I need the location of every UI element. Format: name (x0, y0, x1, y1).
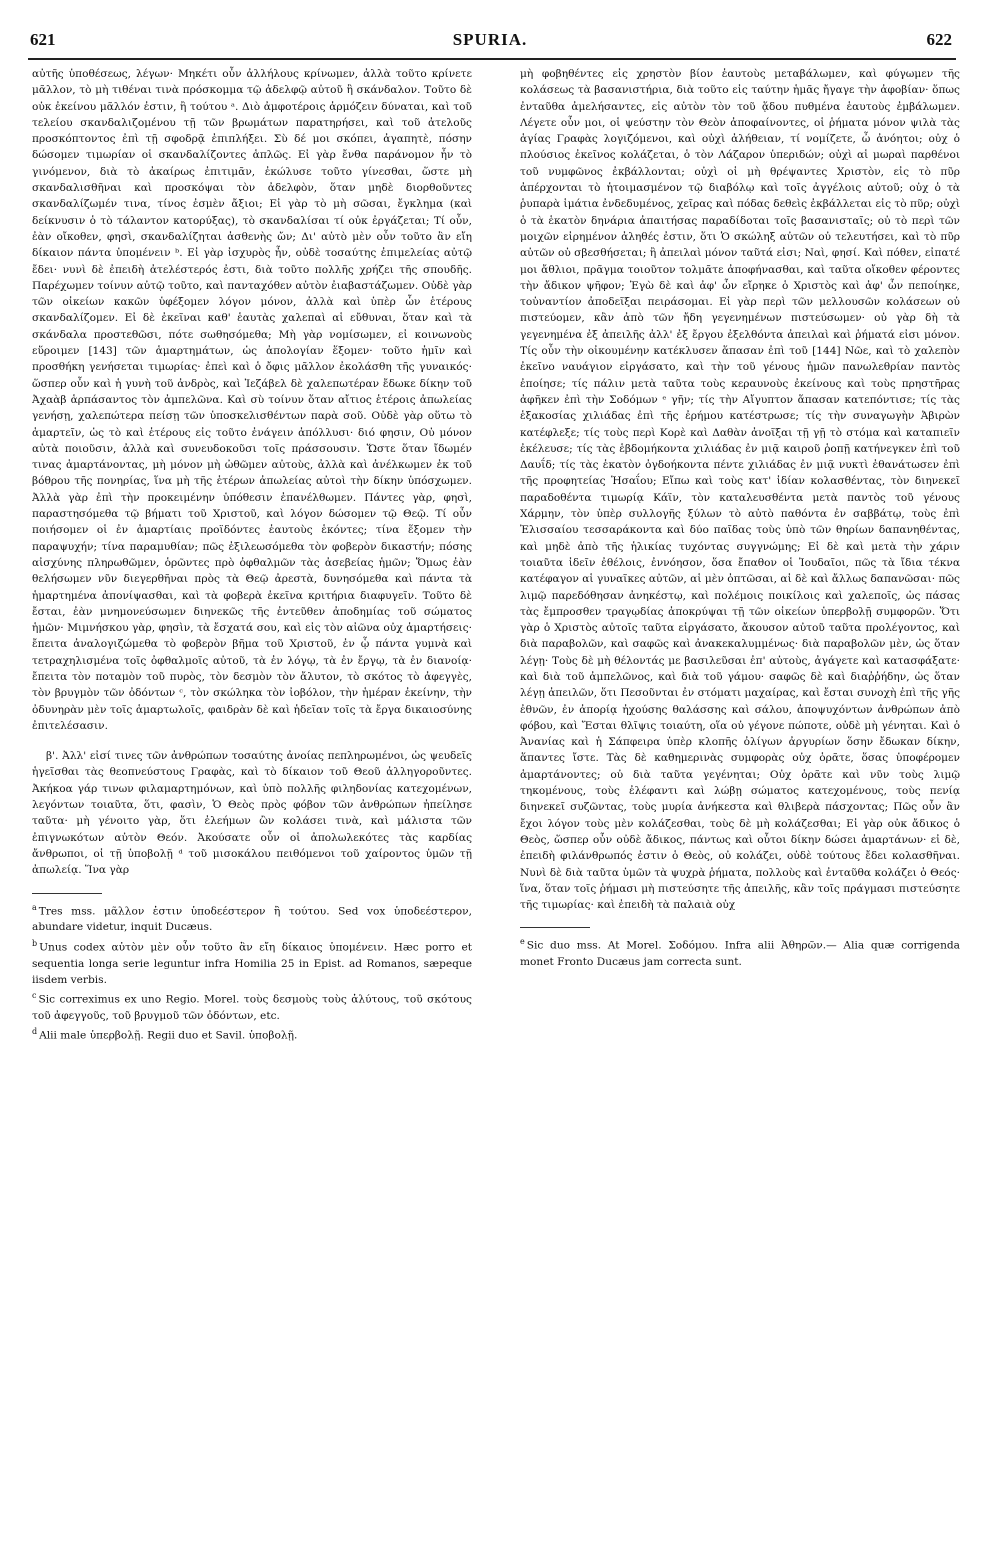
page-number-left: 621 (30, 30, 56, 49)
text-columns (32, 66, 960, 1044)
footnote-mark: e (520, 937, 525, 947)
footnote-e (520, 934, 960, 970)
footnote-mark: a (32, 902, 37, 912)
footnote-text: Alii male ὑπερβολῇ. Regii duo et Savil. ὑποβολῇ. (39, 1029, 298, 1042)
footnote-separator (32, 893, 102, 894)
footnote-text: Unus codex αὐτὸν μὲν οὖν τοῦτο ἂν εἴη δίκαιος ὑπομένειν. Hæc porro et sequentia longa serie leguntur infra Homilia 25 in Epist. ad Romanos, sæpeque iisdem verbis. (32, 941, 472, 986)
footnote-text: Sic correximus ex uno Regio. Morel. τοὺς δεσμοὺς τοὺς ἀλύτους, τοῦ σκότους τοῦ ἀφεγγοῦς, τοῦ βρυγμοῦ τῶν ὀδόντων, etc. (32, 993, 472, 1022)
footnote-mark: c (32, 991, 37, 1001)
right-column (520, 66, 960, 1044)
header-rule (28, 58, 956, 60)
right-paragraph-1: μὴ φοβηθέντες εἰς χρηστὸν βίον ἑαυτοὺς μεταβάλωμεν, καὶ φύγωμεν τῆς κολάσεως τὰ βασανιστήρια, διὰ τοῦτο εἰς ταύτην ἡμᾶς ἤγαγε τὴν ἀφοβίαν· ὅπως ἐνταῦθα ἀμελήσαντες, εἰς αὐτὸν τὸν τοῦ ᾅδου πυθμένα ἑαυτοὺς ἐμβάλωμεν. Λέγετε οὖν μοι, οἱ ψεύστην τὸν Θεὸν ἀποφαίνοντες, οἱ ῥήματα μόνον ψιλὰ τὰς ἁγίας Γραφὰς λογιζόμενοι, καὶ οὐχὶ ἀλήθειαν, τί νομίζετε, ὦ ἀνόητοι; οὐχ ὁ πλούσιος ἐκεῖνος κολάζεται, ὁ τὸν Λάζαρον ὑπεριδών; οὐχὶ αἱ μωραὶ παρθένοι τοῦ νυμφῶνος ἐκβάλλονται; οὐχὶ οἱ μὴ θρέψαντες Χριστὸν, εἰς τὸ πῦρ ἀπέρχονται τὸ ἡτοιμασμένον τῷ διαβόλῳ καὶ τοῖς ἀγγέλοις αὐτοῦ; οὐχ ὁ τὰ ῥυπαρὰ ἱμάτια ἐνδεδυμένος, χεῖρας καὶ πόδας δεθεὶς ἐκβάλλεται εἰς τὸ πῦρ; οὐχὶ ὁ τὰ ἑκατὸν δηνάρια ἀπαιτήσας παραδίδοται τοῖς βασανισταῖς; οὐ τὸ περὶ τῶν μοιχῶν εἰρημένον ἀληθές ἐστιν, ὅτι Ὁ σκώληξ αὐτῶν οὐ τελευτήσει, καὶ τὸ πῦρ αὐτῶν οὐ σβεσθήσεται; ἢ ἀπειλαὶ μόνον ταῦτά εἰσι; Ναὶ, φησί. Καὶ πόθεν, εἰπατέ μοι ἄθλιοι, πρᾶγμα τοιοῦτον τολμᾶτε ἀποφήνασθαι, καὶ ταῦτα οἴκοθεν φέροντες τὴν ἄδικον ψῆφον; Ἐγὼ δὲ καὶ ἀφ' ὧν εἴρηκε ὁ Χριστὸς καὶ ἀφ' ὧν πεποίηκε, τοὐναντίον ἀποδεῖξαι πειράσομαι. Εἰ γὰρ περὶ τῶν μελλουσῶν κολάσεων οὐ πιστεύομεν, κἂν ἀπὸ τῶν ἤδη γεγενημένων πιστεύσωμεν· οὐ γὰρ δὴ τὰ γεγενημένα ἐξ ἀπειλῆς ἀλλ' ἐξ ἔργου ἐξελθόντα ἀπειλαὶ καὶ ῥήματά εἰσι μόνον. Τίς οὖν τὴν οἰκουμένην κατέκλυσεν ἅπασαν ἐπὶ τοῦ [144] Νῶε, καὶ τὸ χαλεπὸν ἐκεῖνο ναυάγιον εἰργάσατο, καὶ τὴν τοῦ γένους ἡμῶν πανωλεθρίαν παντὸς ἐποίησε; τίς πάλιν μετὰ ταῦτα τοὺς κεραυνοὺς ἐκείνους καὶ τοὺς πρηστῆρας ἀφῆκεν ἐπὶ τὴν Σοδόμων ᵉ γῆν; τίς τὴν Αἴγυπτον ἅπασαν κατεπόντισε; τίς τὰς ἑξακοσίας χιλιάδας ἐπὶ τῆς ἐρήμου κατέστρωσε; τίς τὴν συναγωγὴν Ἀβιρὼν κατέφλεξε; τίς τοὺς περὶ Κορὲ καὶ Δαθὰν ἀνοῖξαι τῇ γῇ τὸ στόμα καὶ καταπιεῖν ἐκέλευσε; τίς τὰς ἑβδομήκοντα χιλιάδας ἐν μιᾷ καιροῦ ῥοπῇ κατήνεγκεν ἐπὶ τοῦ Δαυΐδ; τίς τὰς ἑκατὸν ὀγδοήκοντα πέντε χιλιάδας ἐν μιᾷ νυκτὶ ἐθανάτωσεν ἐπὶ τῆς προφητείας Ἡσαΐου; Εἴπω καὶ τοὺς κατ' ἰδίαν κολασθέντας, τὸν διηνεκεῖ παραδοθέντα τιμωρίᾳ Κάϊν, τὸν καταλευσθέντα μετὰ παντὸς τοῦ γένους Χάρμην, τὸν ὑπὲρ συλλογῆς ξύλων τὸ αὐτὸ παθόντα ἐν σαββάτῳ, τοὺς ἐπὶ Ἐλισσαίου τεσσαράκοντα καὶ δύο παῖδας τοὺς ὑπὸ τῶν θηρίων δαπανηθέντας, καὶ μηδὲ ἀπὸ τῆς ἡλικίας τυχόντας συγγνώμης; Εἰ δὲ καὶ μετὰ τὴν χάριν τοιαῦτα ἰδεῖν ἐθέλοις, ἐννόησον, ὅσα ἔπαθον οἱ Ἰουδαῖοι, πῶς τὰ ἴδια τέκνα κατέφαγον αἱ γυναῖκες αὐτῶν, αἱ μὲν ὀπτῶσαι, αἱ δὲ καὶ ἄλλως δαπανῶσαι· πῶς λιμῷ παρεδόθησαν ἀνηκέστῳ, καὶ πολέμοις ποικίλοις καὶ χαλεποῖς, ὡς πάσας τὰς ἔμπροσθεν τραγῳδίας ἀποκρύψαι τῇ τῶν οἰκείων ὑπερβολῇ συμφορῶν. Ὅτι γὰρ ὁ Χριστὸς αὐτοῖς ταῦτα εἰργάσατο, ἄκουσον αὐτοῦ ταῦτα προλέγοντος, καὶ διὰ παραβολῶν, καὶ σαφῶς καὶ ἀνακεκαλυμμένως· διὰ παραβολῶν μὲν, ὡς ὅταν λέγῃ· Τοὺς δὲ μὴ θέλοντάς με βασιλεῦσαι ἐπ' αὐτοὺς, ἀγάγετε καὶ κατασφάξατε· καὶ διὰ τοῦ ἀμπελῶνος, καὶ διὰ τοῦ γάμου· σαφῶς δὲ καὶ διαῤῥήδην, ὡς ὅταν λέγῃ ἀπειλῶν, ὅτι Πεσοῦνται ἐν στόματι μαχαίρας, καὶ ἔσται συνοχὴ ἐπὶ τῆς γῆς ἐθνῶν, ἐν ἀπορίᾳ ἠχούσης θαλάσσης καὶ σάλου, ἀποψυχόντων ἀνθρώπων ἀπὸ φόβου, καὶ Ἔσται θλῖψις τοιαύτη, οἵα οὐ γέγονε πώποτε, οὐδὲ μὴ γένηται. Καὶ ὁ Ἀνανίας καὶ ἡ Σάπφειρα ὑπὲρ κλοπῆς ὀλίγων ἀργυρίων ὅσην ἔδωκαν δίκην, ἅπαντες ἴστε. Τὰς δὲ καθημερινὰς συμφορὰς οὐχ ὁρᾶτε, ὅσας ὑποφέρομεν ἁμαρτάνοντες; οὐ διὰ ταῦτα γεγένηται; Οὐχ ὁρᾶτε καὶ νῦν τοὺς λιμῷ τηκομένους, τοὺς ἐλέφαντι καὶ λώβῃ σώματος κατεχομένους, τοὺς πενίᾳ διηνεκεῖ συζῶντας, τοὺς μυρία ἀνήκεστα καὶ θλιβερὰ πάσχοντας; Πῶς οὖν ἂν ἔχοι λόγον τοὺς μὲν κολάζεσθαι, τοὺς δὲ μὴ κολάζεσθαι; Εἰ γὰρ οὐκ ἄδικος ὁ Θεὸς, ὥσπερ οὖν οὐδὲ ἄδικος, πάντως καὶ οὗτοι δίκην δώσει ἁμαρτάνων· εἰ δὲ, ἐπειδὴ φιλάνθρωπός ἐστιν ὁ Θεὸς, οὐ κολάζει, οὐδὲ τούτους ἔδει κολασθῆναι. Νυνὶ δὲ διὰ ταῦτα ὑμῶν τὰ ψυχρὰ ῥήματα, πολλοὺς καὶ ἐνταῦθα κολάζει ὁ Θεός· ἵνα, ὅταν τοῖς ῥήμασι μὴ πιστεύσητε τῆς ἀπειλῆς, κἂν τοῖς πράγμασι πιστεύσητε τῆς τιμωρίας· καὶ ἐπειδὴ τὰ παλαιὰ οὐχ (520, 68, 960, 912)
left-column (32, 66, 472, 1044)
footnote-mark: d (32, 1027, 38, 1037)
left-paragraph-1: αὐτῆς ὑποθέσεως, λέγων· Μηκέτι οὖν ἀλλήλους κρίνωμεν, ἀλλὰ τοῦτο κρίνετε μᾶλλον, τὸ μὴ τιθέναι τινὰ πρόσκομμα τῷ ἀδελφῷ αὐτοῦ ἢ σκάνδαλον. Τοῦτο δὲ οὐκ ἐκείνου μᾶλλόν ἐστιν, ἢ τούτου ᵃ. Διὸ ἀμφοτέροις ἁρμόζειν δύναται, καὶ τοῦ τελείου σκανδαλιζομένου τῇ τῶν βρωμάτων παρατηρήσει, καὶ τοῦ ἀτελοῦς προσκόπτοντος ἐπὶ τῇ σφοδρᾷ ἐπιπλήξει. Σὺ δέ μοι σκόπει, ἀγαπητὲ, πόσην δώσομεν τιμωρίαν οἱ σκανδαλίζοντες ἁπλῶς. Εἰ γὰρ ἔνθα παράνομον ἦν τὸ γινόμενον, διὰ τὸ ἀκαίρως ἐπιτιμᾶν, ἐκώλυσε τοῦτο γίνεσθαι, ὥστε μὴ σκανδαλισθῆναι καὶ προσκόψαι τὸν ἀδελφὸν, ὅταν μηδὲ διορθοῦντες σκανδαλίζωμέν τινα, τίνος ἐσμὲν ἄξιοι; Εἰ γὰρ τὸ μὴ σῶσαι, ἔγκλημα (καὶ δείκνυσιν ὁ τὸ τάλαντον κατορύξας), τὸ σκανδαλίσαι τί οὐκ ἐργάζεται; Τί οὖν, ἐὰν οἴκοθεν, φησὶ, σκανδαλίζηται ἀσθενὴς ὤν; Δι' αὐτὸ μὲν οὖν τοῦτο ἂν εἴη δίκαιον πάντα ὑπομένειν ᵇ. Εἰ γὰρ ἰσχυρὸς ἦν, οὐδὲ τοσαύτης ἐπιμελείας αὐτῷ ἔδει· νυνὶ δὲ ἐπειδὴ ἀτελέστερός ἐστι, διὰ τοῦτο πολλῆς χρήζει τῆς σπουδῆς. Παρέχωμεν τοίνυν αὐτῷ τοῦτο, καὶ πανταχόθεν αὐτὸν ἐιαβαστάζωμεν. Οὐδὲ γὰρ τῶν οἰκείων κακῶν ὑφέξομεν λόγον μόνον, ἀλλὰ καὶ ὑπὲρ ὧν ἑτέρους σκανδαλίζομεν. Εἰ δὲ ἐκεῖναι καθ' ἑαυτὰς χαλεπαὶ αἱ εὔθυναι, ὅταν καὶ τὰ σκάνδαλα προστεθῶσι, πότε σωθησόμεθα; Μὴ γὰρ νομίσωμεν, εἰ κοινωνοὺς εὕροιμεν [143] τῶν ἁμαρτημάτων, ὡς ἀπολογίαν ἕξομεν· τοῦτο ἡμῖν καὶ προσθήκη γενήσεται τιμωρίας· ἐπεὶ καὶ ὁ ὄφις μᾶλλον ἐκολάσθη τῆς γυναικός· ὥσπερ οὖν καὶ ἡ γυνὴ τοῦ ἀνδρὸς, καὶ Ἰεζάβελ δὲ χαλεπωτέραν ἔδωκε δίκην τοῦ Ἀχαὰβ ἁρπάσαντος τὸν ἀμπελῶνα. Καὶ σὺ τοίνυν ὅταν αἴτιος ἑτέροις ἀπωλείας γενήσῃ, χαλεπώτερα πείσῃ τῶν ὑποσκελισθέντων παρὰ σοῦ. Οὐδὲ γὰρ οὕτω τὸ ἁμαρτεῖν, ὡς τὸ καὶ ἑτέρους εἰς τοῦτο ἐνάγειν ἀπόλλυσι· διό φησιν, Οὐ μόνον αὐτὰ ποιοῦσιν, ἀλλὰ καὶ συνευδοκοῦσι τοῖς πράσσουσιν. Ὥστε ὅταν ἴδωμέν τινας ἁμαρτάνοντας, μὴ μόνον μὴ ὠθῶμεν αὐτοὺς, ἀλλὰ καὶ ἀνέλκωμεν ἐκ τοῦ βόθρου τῆς πονηρίας, ἵνα μὴ τῆς ἑτέρων ἀπωλείας αὐτοὶ τὴν δίκην ὑπόσχωμεν. Ἀλλὰ γὰρ ἐπὶ τὴν προκειμένην ὑπόθεσιν ἐπανέλθωμεν. Πάντες γὰρ, φησὶ, παραστησόμεθα τῷ βήματι τοῦ Χριστοῦ, καὶ λόγον δώσομεν τῷ Θεῷ. Τί οὖν ποιήσομεν οἱ ἐν ἁμαρτίαις προϊδόντες ἑαυτοὺς ἑκόντες; τίνα ἕξομεν τὴν παραψυχήν; τίνα παραμυθίαν; πῶς ἐξιλεωσόμεθα τὸν φοβερὸν δικαστήν; πόσης αἰσχύνης πληρωθῶμεν, ὁρῶντες πρὸ ὀφθαλμῶν τὰς ἀσεβείας ἡμῶν; Ὅμως ἐὰν θελήσωμεν νῦν διεγερθῆναι πρὸς τὰ Θεῷ ἀρεστὰ, δυνησόμεθα καὶ πάντα τὰ ἡμαρτημένα ἀπονίψασθαι, καὶ τὰ φοβερὰ ἐκεῖνα κριτήρια διαφυγεῖν. Τοῦτο δὲ ἔσται, ἐὰν μνημονεύσωμεν διηνεκῶς τῆς ἐντεῦθεν ἀποδημίας τοῦ σώματος ἡμῶν· Μιμνήσκου γὰρ, φησὶν, τὰ ἔσχατά σου, καὶ εἰς τὸν αἰῶνα οὐχ ἁμαρτήσεις· ἔπειτα ἀναλογιζώμεθα τὸ φοβερὸν βῆμα τοῦ Χριστοῦ, ἐν ᾧ πάντα γυμνὰ καὶ τετραχηλισμένα τοῖς ὀφθαλμοῖς αὐτοῦ, τὰ ἐν λόγῳ, τὰ ἐν ἔργῳ, τὰ ἐν διανοίᾳ· ἔπειτα τὸν ποταμὸν τοῦ πυρὸς, τὸν δεσμὸν τὸν ἄλυτον, τὸ σκότος τὸ ἀφεγγὲς, τὸν βρυγμὸν τῶν ὀδόντων ᶜ, τὸν σκώληκα τὸν ἰοβόλον, τὴν ἡμέραν ἐκείνην, τὴν ὀδυνηρὰν μὲν τοῖς ἁμαρτωλοῖς, φαιδρὰν δὲ καὶ ἡδεῖαν τοῖς τὰ ἔργα δικαιοσύνης ἐπιτελέσασιν. (32, 68, 472, 732)
footnote-separator (520, 927, 590, 928)
footnote-c (32, 988, 472, 1024)
footnote-text: Tres mss. μᾶλλον ἐστιν ὑποδεέστερον ἢ τούτου. Sed vox ὑποδεέστερον, abundare videtur, inquit Ducæus. (32, 905, 472, 934)
footnote-b (32, 936, 472, 988)
page-number-right: 622 (926, 30, 952, 49)
running-title: SPURIA. (452, 30, 528, 49)
left-paragraph-2: β'. Ἀλλ' εἰσί τινες τῶν ἀνθρώπων τοσαύτης ἀνοίας πεπληρωμένοι, ὡς ψευδεῖς ἡγεῖσθαι τὰς θεοπνεύστους Γραφὰς, καὶ τὸ δίκαιον τοῦ Θεοῦ ἀλληγοροῦντες. Ἀκήκοα γάρ τινων φιλαμαρτημόνων, καὶ ὑπὸ πολλῆς φιληδονίας κατεχομένων, λεγόντων τοιαῦτα, ὅτι, φασὶν, Ὁ Θεὸς πρὸς φόβον τῶν ἀνθρώπων ἠπείλησε ταῦτα· μὴ γένοιτο γὰρ, ὅτι ἐλεήμων ὢν κολάσει τινὰ, καὶ μάλιστα τῶν ἐπιγνωκότων αὐτὸν Θεόν. Ἀκούσατε οὖν οἱ ἀπολωλεκότες τὰς καρδίας ἄνθρωποι, οἱ τῇ ὑποβολῇ ᵈ τοῦ μισοκάλου πειθόμενοι τοῦ χαίροντος ὑμῶν τῇ ἀπωλείᾳ. Ἵνα γὰρ (32, 750, 472, 877)
running-header (22, 22, 958, 52)
footnote-mark: b (32, 938, 38, 948)
footnote-a (32, 900, 472, 936)
footnote-d (32, 1024, 472, 1044)
footnote-text: Sic duo mss. At Morel. Σοδόμου. Infra alii Ἀθηρῶν.— Alia quæ corrigenda monet Fronto Ducæus jam correcta sunt. (520, 939, 960, 969)
